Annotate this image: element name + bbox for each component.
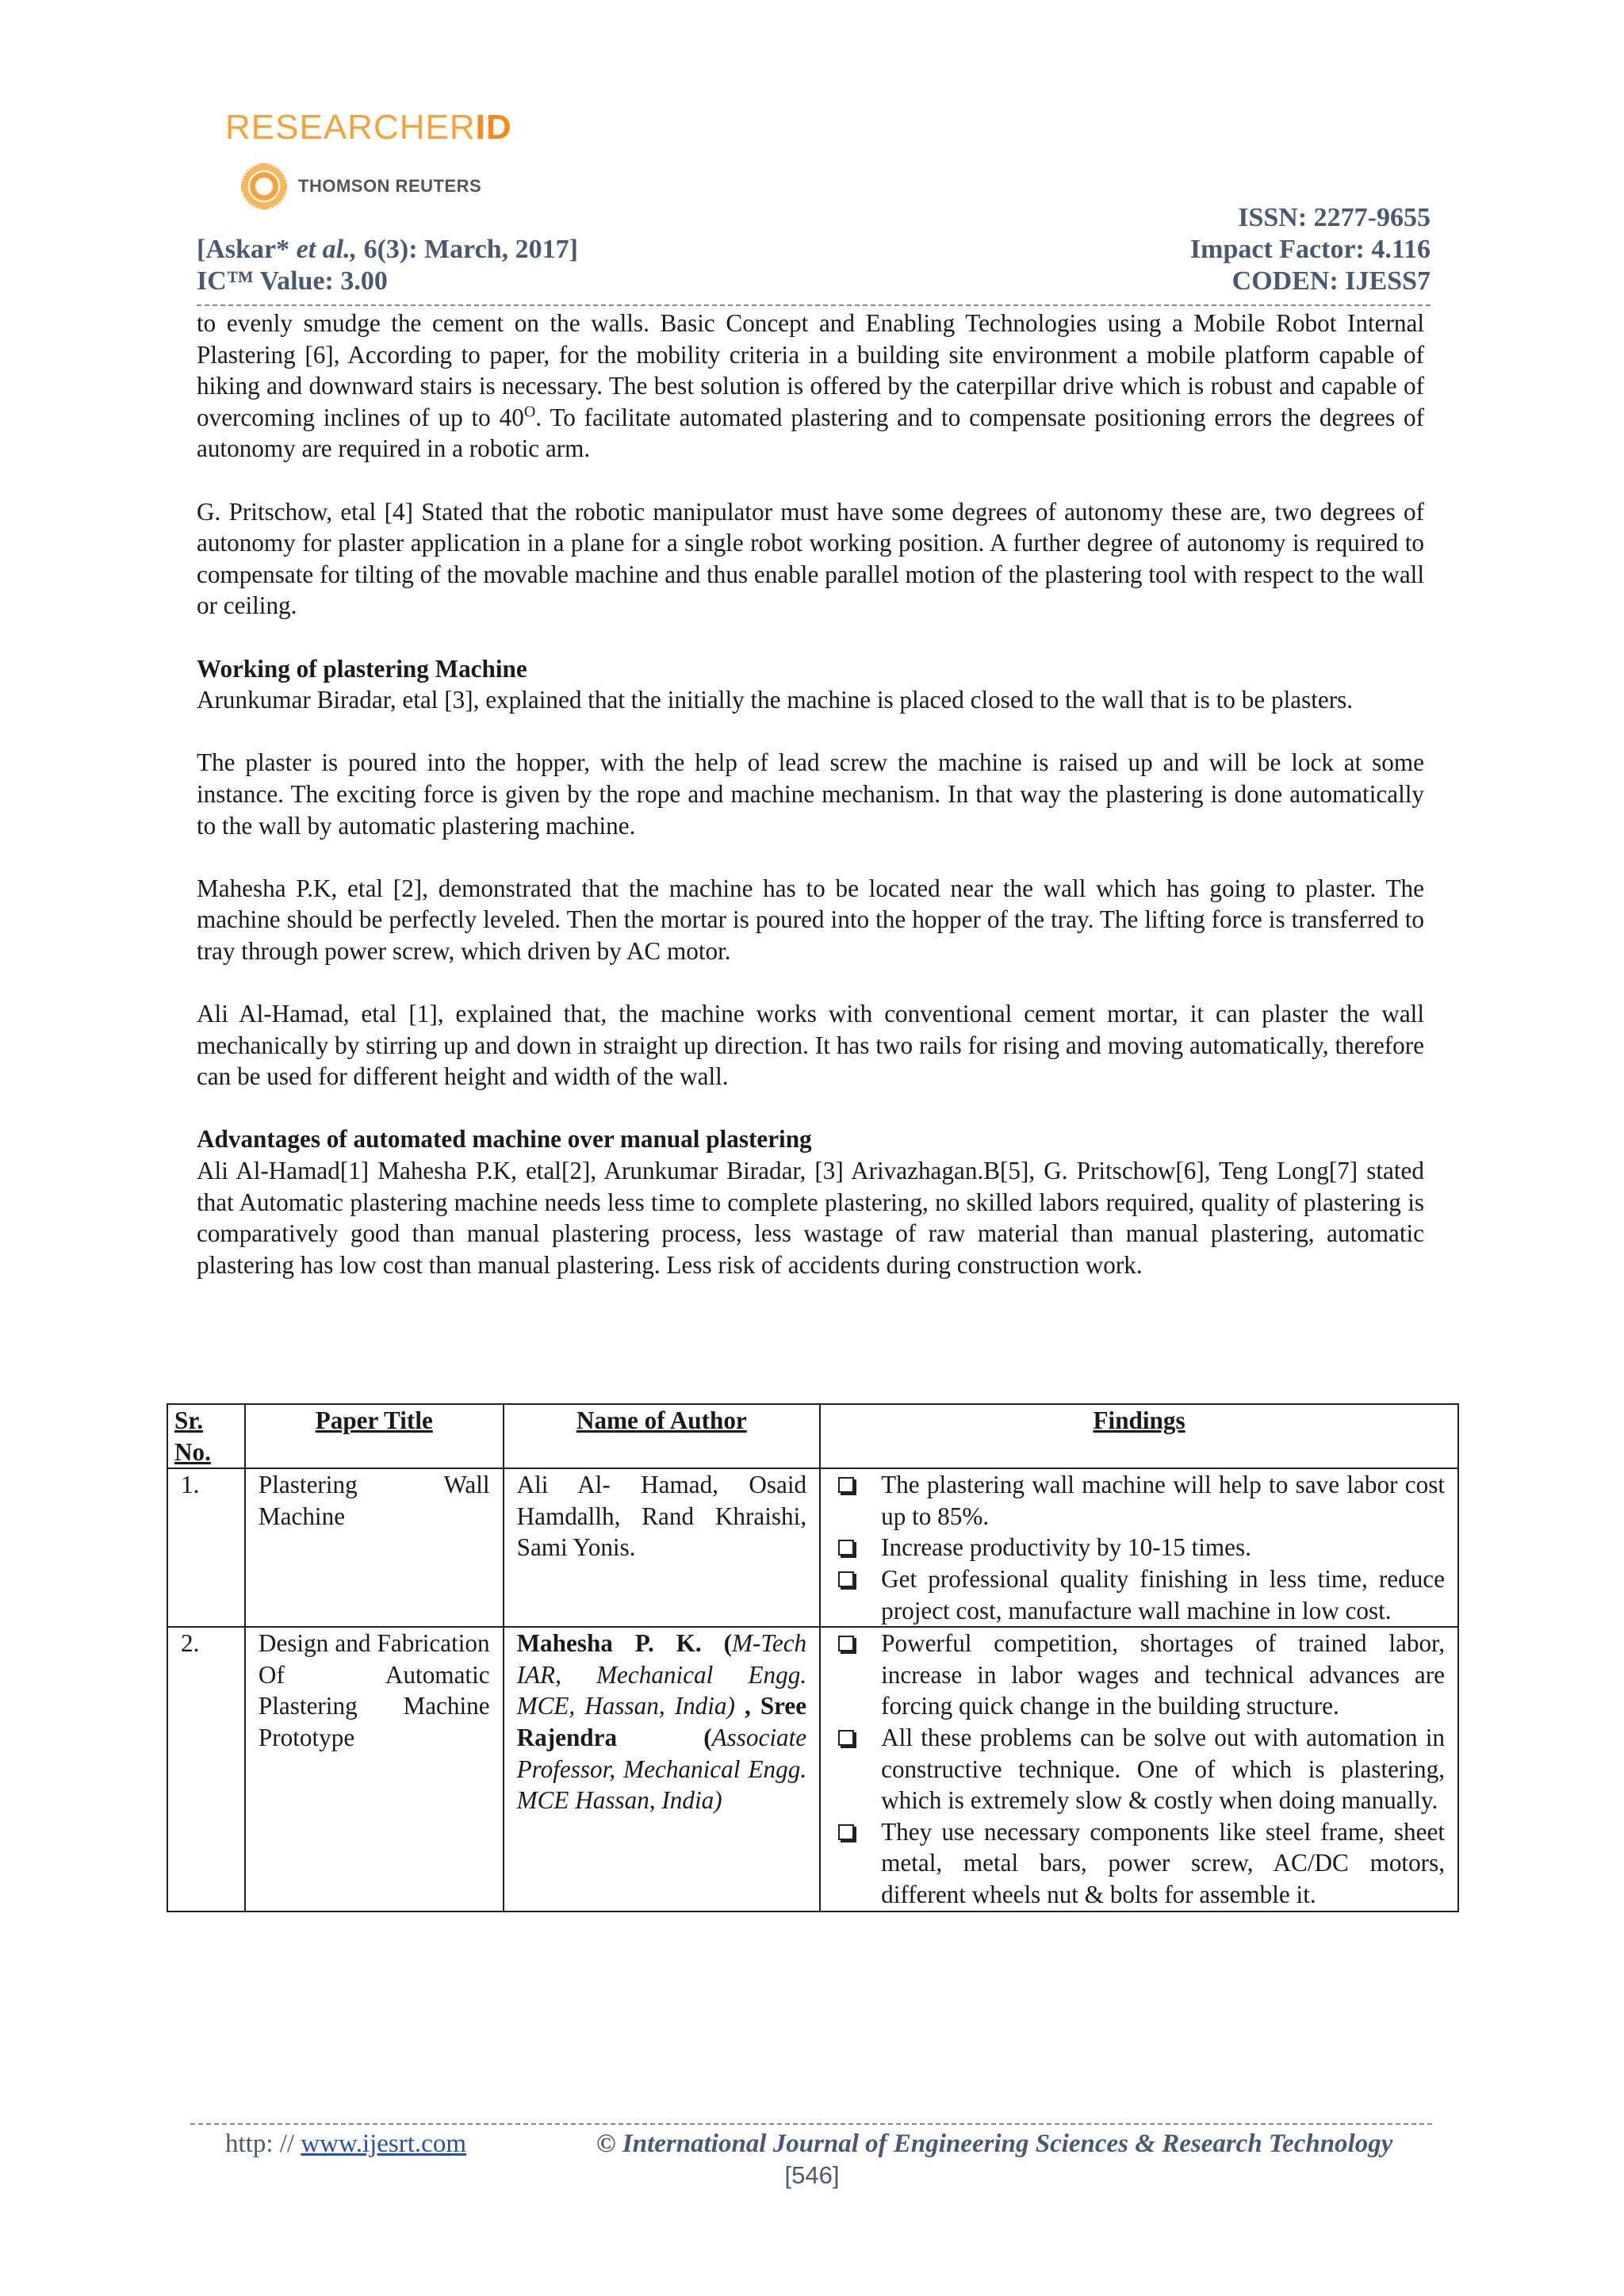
checkbox-bullet-icon [838,1571,854,1587]
finding-item: They use necessary components like steel frame, sheet metal, metal bars, power screw, AC/DC motors, different wheels nut & bolts for assemble it. [833,1816,1445,1911]
cell-sr-no: 2. [167,1627,245,1911]
section-heading: Advantages of automated machine over manual plastering [197,1125,812,1154]
researcherid-logo [225,108,558,211]
header-coden: CODEN: IJESS7 [1231,266,1431,296]
cell-findings [820,1468,1458,1627]
cell-author: Ali Al- Hamad, Osaid Hamdallh, Rand Khraishi, Sami Yonis. [504,1468,821,1627]
checkbox-bullet-icon [838,1824,854,1840]
cell-author: Mahesha P. K. (M-Tech IAR, Mechanical Engg. MCE, Hassan, India) , Sree Rajendra (Associate Professor, Mechanical Engg. MCE Hassan, India) [504,1627,821,1911]
paragraph: Ali Al-Hamad, etal [1], explained that, the machine works with conventional cement mortar, it can plaster the wall mechanically by stirring up and down in straight up direction. It has two rails for rising and moving automatically, therefore can be used for different height and width of the wall. [197,1000,1424,1091]
logo-publisher: THOMSON REUTERS [298,176,482,196]
footer-divider [190,2123,1432,2125]
checkbox-bullet-icon [838,1477,854,1493]
header-divider [197,304,1431,306]
thomson-reuters-sun-icon [241,163,287,209]
cell-findings [820,1627,1458,1911]
footer-url: http: // www.ijesrt.com [225,2130,466,2158]
cell-paper-title: Plastering Wall Machine [245,1468,504,1627]
cell-sr-no: 1. [167,1468,245,1627]
header-impact-factor: Impact Factor: 4.116 [1189,235,1431,264]
table-row [167,1468,1458,1627]
checkbox-bullet-icon [838,1540,854,1556]
body-text [197,308,1424,1312]
cell-paper-title: Design and Fabrication Of Automatic Plastering Machine Prototype [245,1627,504,1911]
logo-name-accent: ID [475,108,512,147]
header-citation: [Askar* et al., 6(3): March, 2017] [197,235,578,264]
finding-item: Get professional quality finishing in less time, reduce project cost, manufacture wall machine in low cost. [833,1563,1445,1626]
header-ic-value: IC™ Value: 3.00 [197,266,388,296]
section-heading: Working of plastering Machine [197,654,527,683]
paragraph: to evenly smudge the cement on the walls. Basic Concept and Enabling Technologies using a Mobile Robot Internal Plastering [6], According to paper, for the mobility criteria in a building site environment a mobile platform capable of hiking and downward stairs is necessary. The best solution is offered by the caterpillar drive which is robust and capable of overcoming inclines of up to $40^O$. To facilitate automated plastering and to compensate positioning errors the degrees of autonomy are required in a robotic arm. [197,309,1424,463]
header-issn: ISSN: 2277-9655 [1238,203,1431,232]
table-row [167,1627,1458,1911]
finding-item: Increase productivity by 10-15 times. [833,1532,1445,1563]
footer-journal-name: © International Journal of Engineering Sciences & Research Technology [596,2130,1393,2158]
column-header-paper-title: Paper Title [245,1404,504,1468]
column-header-findings: Findings [820,1404,1458,1468]
finding-item: Powerful competition, shortages of trained labor, increase in labor wages and technical advances are forcing quick change in the building structure. [833,1628,1445,1722]
page-number: [546] [784,2161,840,2189]
paragraph: Ali Al-Hamad[1] Mahesha P.K, etal[2], Arunkumar Biradar, [3] Arivazhagan.B[5], G. Pritschow[6], Teng Long[7] stated that Automatic plastering machine needs less time to complete plastering, no skilled labors required, quality of plastering is comparatively good than manual plastering process, less wastage of raw material than manual plastering, automatic plastering has low cost than manual plastering. Less risk of accidents during construction work. [197,1157,1424,1279]
checkbox-bullet-icon [838,1730,854,1746]
column-header-sr-no: Sr. No. [167,1404,245,1468]
table-header-row [167,1404,1458,1468]
paragraph: G. Pritschow, etal [4] Stated that the robotic manipulator must have some degrees of autonomy these are, two degrees of autonomy for plaster application in a plane for a single robot working position. A further degree of autonomy is required to compensate for tilting of the movable machine and thus enable parallel motion of the plastering tool with respect to the wall or ceiling. [197,497,1424,620]
column-header-author: Name of Author [504,1404,821,1468]
journal-website-link[interactable]: www.ijesrt.com [301,2130,466,2158]
paragraph: The plaster is poured into the hopper, with the help of lead screw the machine is raised up and will be lock at some instance. The exciting force is given by the rope and machine mechanism. In that way the plastering is done automatically to the wall by automatic plastering machine. [197,748,1424,840]
paragraph: Arunkumar Biradar, etal [3], explained that the initially the machine is placed closed to the wall that is to be plasters. [197,686,1354,714]
finding-item: The plastering wall machine will help to save labor cost up to 85%. [833,1469,1445,1532]
finding-item: All these problems can be solve out with automation in constructive technique. One of which is plastering, which is extremely slow & costly when doing manually. [833,1722,1445,1816]
logo-name-main: RESEARCHER [225,108,476,147]
literature-review-table [167,1403,1459,1912]
paragraph: Mahesha P.K, etal [2], demonstrated that the machine has to be located near the wall which has going to plaster. The machine should be perfectly leveled. Then the mortar is poured into the hopper of the tray. The lifting force is transferred to tray through power screw, which driven by AC motor. [197,874,1424,965]
checkbox-bullet-icon [838,1636,854,1651]
